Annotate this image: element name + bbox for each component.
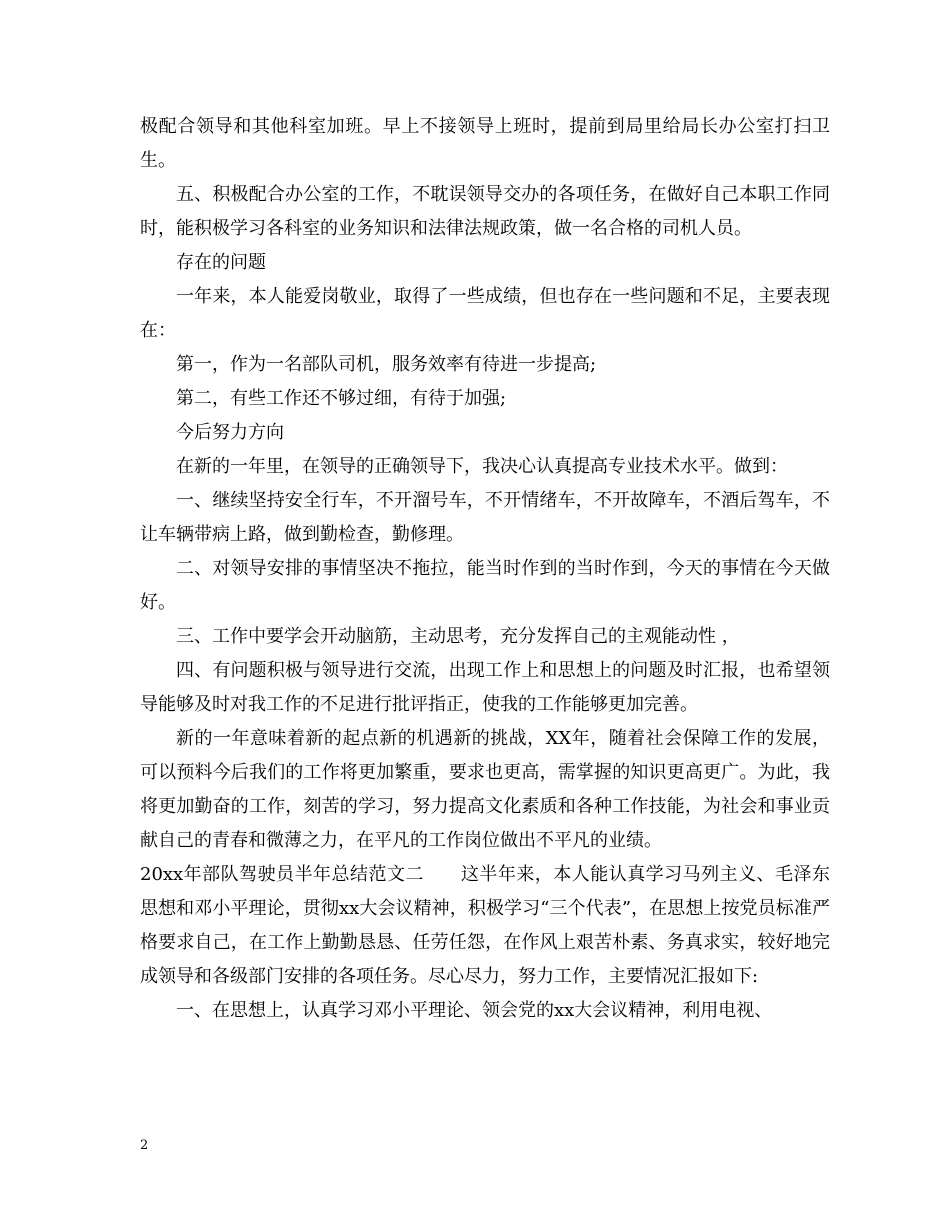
paragraph-2: 五、积极配合办公室的工作，不耽误领导交办的各项任务，在做好自己本职工作同时，能积极学习各科室的业务知识和法律法规政策，做一名合格的司机人员。: [140, 184, 830, 239]
paragraph-8: 在新的一年里，在领导的正确领导下，我决心认真提高专业技术水平。做到：: [176, 456, 788, 477]
paragraph-11: 三、工作中要学会开动脑筋，主动思考，充分发挥自己的主观能动性 ，: [176, 626, 740, 647]
document-body: [140, 110, 830, 1028]
paragraph-5: 第一，作为一名部队司机，服务效率有待进一步提高;: [176, 354, 597, 375]
paragraph-13: 新的一年意味着新的起点新的机遇新的挑战，XX年，随着社会保障工作的发展，可以预料今后我们的工作将更加繁重，要求也更高，需掌握的知识更高更广。为此，我将更加勤奋的工作，刻苦的学习，努力提高文化素质和各种工作技能，为社会和事业贡献自己的青春和微薄之力，在平凡的工作岗位做出不平凡的业绩。: [140, 728, 830, 851]
paragraph-10: 二、对领导安排的事情坚决不拖拉，能当时作到的当时作到，今天的事情在今天做好。: [140, 558, 830, 613]
paragraph-12: 四、有问题积极与领导进行交流，出现工作上和思想上的问题及时汇报，也希望领导能够及时对我工作的不足进行批评指正，使我的工作能够更加完善。: [140, 660, 830, 715]
paragraph-1: 极配合领导和其他科室加班。早上不接领导上班时，提前到局里给局长办公室打扫卫生。: [140, 116, 830, 171]
paragraph-14: 20xx年部队驾驶员半年总结范文二 这半年来，本人能认真学习马列主义、毛泽东思想和邓小平理论，贯彻xx大会议精神，积极学习“三个代表”，在思想上按党员标准严格要求自己，在工作上勤勤恳恳、任劳任怨，在作风上艰苦朴素、务真求实，较好地完成领导和各级部门安排的各项任务。尽心尽力，努力工作，主要情况汇报如下:: [140, 864, 830, 987]
section-heading-problems: 存在的问题: [176, 252, 266, 273]
page-number: 2: [140, 1138, 149, 1153]
section-heading-direction: 今后努力方向: [176, 422, 284, 443]
paragraph-4: 一年来，本人能爱岗敬业，取得了一些成绩，但也存在一些问题和不足，主要表现在：: [140, 286, 830, 341]
paragraph-9: 一、继续坚持安全行车，不开溜号车，不开情绪车，不开故障车，不酒后驾车，不让车辆带病上路，做到勤检查，勤修理。: [140, 490, 830, 545]
paragraph-6: 第二，有些工作还不够过细，有待于加强;: [176, 388, 507, 409]
paragraph-15: 一、在思想上，认真学习邓小平理论、领会党的xx大会议精神，利用电视、: [176, 1000, 773, 1021]
